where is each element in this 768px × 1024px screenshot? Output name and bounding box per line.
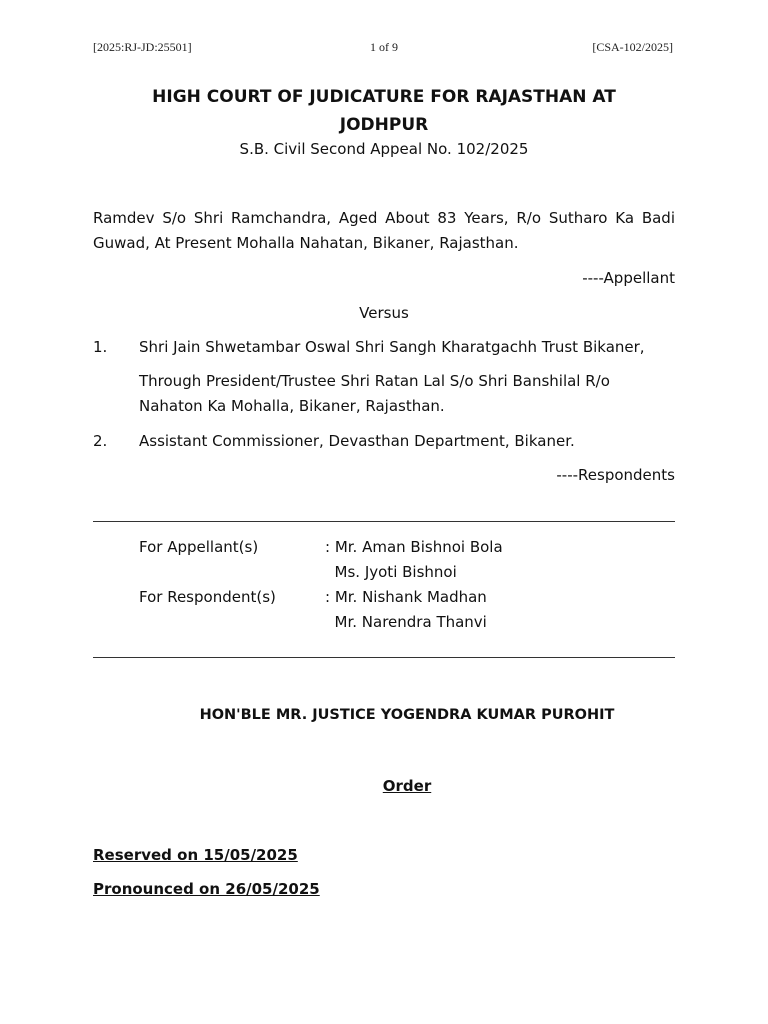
respondent-counsel-1: : Mr. Nishank Madhan bbox=[325, 588, 487, 606]
reserved-date: Reserved on 15/05/2025 bbox=[93, 846, 298, 864]
respondents-label: ----Respondents bbox=[556, 466, 675, 484]
respondent-2-name: Assistant Commissioner, Devasthan Department, Bikaner. bbox=[139, 432, 575, 450]
respondent-counsel-label: For Respondent(s) bbox=[139, 588, 276, 606]
pronounced-date: Pronounced on 26/05/2025 bbox=[93, 880, 320, 898]
respondent-counsel-2: Mr. Narendra Thanvi bbox=[325, 613, 487, 631]
divider-bottom bbox=[93, 657, 675, 658]
appellant-details: Ramdev S/o Shri Ramchandra, Aged About 83 Years, R/o Sutharo Ka Badi Guwad, At Present Mohalla Nahatan, Bikaner, Rajasthan. bbox=[93, 209, 675, 252]
judge-name: HON'BLE MR. JUSTICE YOGENDRA KUMAR PUROHIT bbox=[199, 707, 615, 723]
citation-header: [2025:RJ-JD:25501] bbox=[93, 40, 192, 54]
versus-label: Versus bbox=[359, 304, 409, 322]
court-title-line1: HIGH COURT OF JUDICATURE FOR RAJASTHAN AT bbox=[152, 87, 616, 107]
divider-top bbox=[93, 521, 675, 522]
appellant-counsel-label: For Appellant(s) bbox=[139, 538, 259, 556]
case-reference: [CSA-102/2025] bbox=[592, 40, 673, 54]
appellant-label: ----Appellant bbox=[582, 269, 675, 287]
respondent-1-name: Shri Jain Shwetambar Oswal Shri Sangh Kharatgachh Trust Bikaner, bbox=[139, 338, 645, 356]
appellant-counsel-1: : Mr. Aman Bishnoi Bola bbox=[325, 538, 503, 556]
appellant-counsel-2: Ms. Jyoti Bishnoi bbox=[325, 563, 457, 581]
respondent-1-through: Through President/Trustee Shri Ratan Lal S/o Shri Banshilal R/o Nahaton Ka Mohalla, Bikaner, Rajasthan. bbox=[139, 372, 610, 415]
appeal-number: S.B. Civil Second Appeal No. 102/2025 bbox=[239, 140, 529, 158]
court-title bbox=[93, 83, 675, 139]
court-title-line2: JODHPUR bbox=[339, 115, 429, 135]
respondent-2-number: 2. bbox=[93, 432, 108, 450]
order-heading: Order bbox=[382, 777, 432, 795]
page-indicator: 1 of 9 bbox=[370, 40, 398, 54]
respondent-1-number: 1. bbox=[93, 338, 108, 356]
